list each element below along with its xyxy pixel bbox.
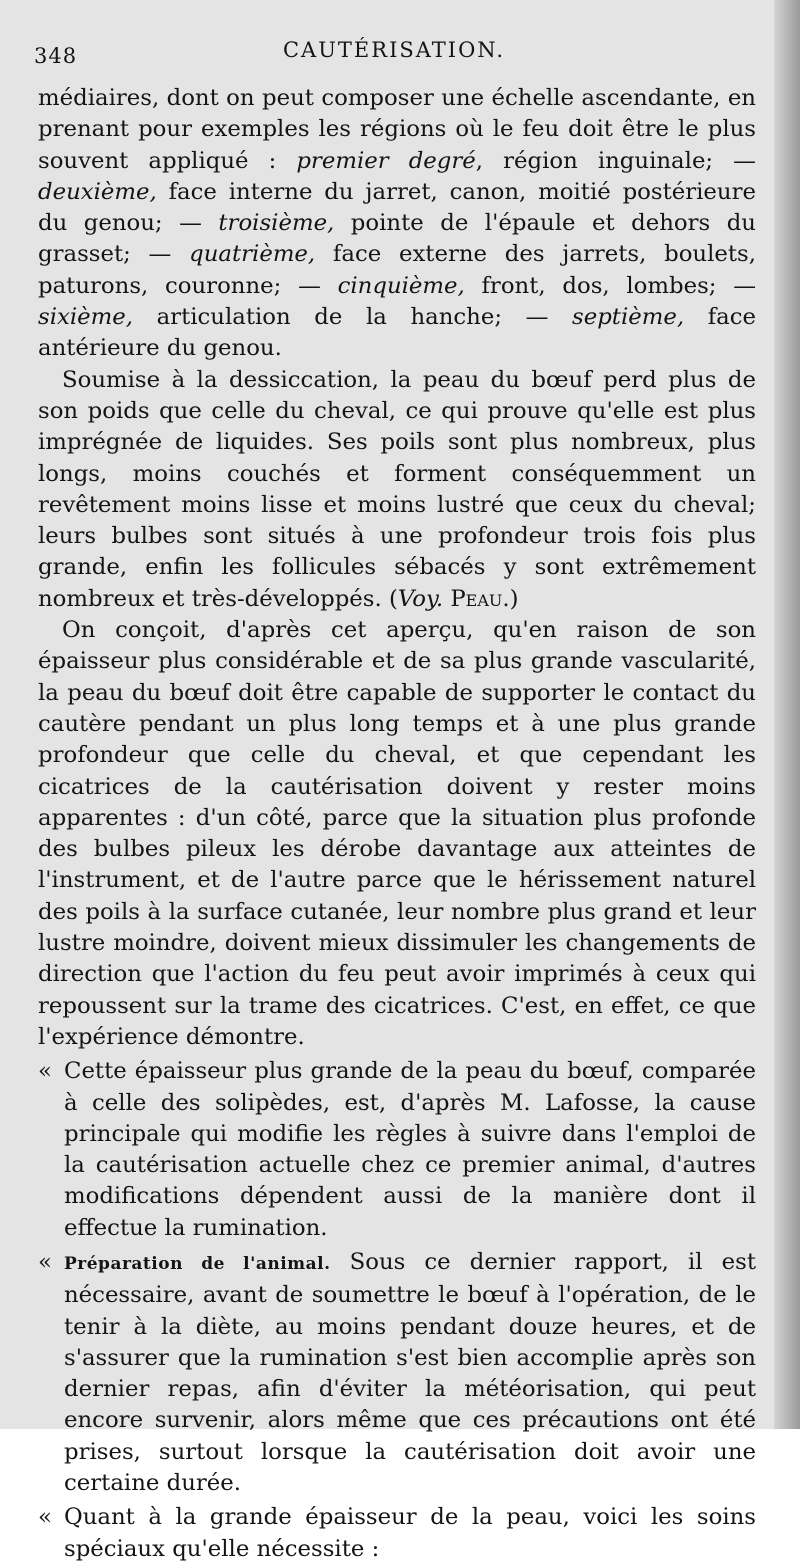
- italic-term: septième,: [572, 304, 685, 331]
- paragraph-quote-preparation: [38, 1247, 756, 1499]
- page-header: [34, 34, 754, 70]
- text-span: pointe de l'épaule et dehors du grasset; —: [38, 210, 756, 268]
- text-span: Quant à la grande épaisseur de la peau, voici les soins spéciaux qu'elle nécessite :: [64, 1504, 756, 1562]
- italic-term: deuxième,: [38, 178, 157, 205]
- text-span: Soumise à la dessiccation, la peau du bœuf perd plus de son poids que celle du cheval, ce qui prouve qu'elle est plus imprégnée de liquides. Ses poils sont plus nombreux, plus longs, moins couchés et forment conséquemment un revêtement moins lisse et moins lustré que ceux du cheval; leurs bulbes sont situés à une profondeur trois fois plus grande, enfin les follicules sébacés y sont extrêmement nombreux et très-développés. (: [38, 366, 756, 612]
- text-span: face antérieure du genou.: [38, 304, 756, 362]
- text-span: médiaires, dont on peut composer une échelle ascendante, en prenant pour exemples les régions où le feu doit être le plus souvent appliqué :: [38, 85, 756, 174]
- quote-mark-glyph: «: [38, 1248, 52, 1275]
- paragraph-quote-lafosse: [38, 1056, 756, 1244]
- text-span: face interne du jarret, canon, moitié postérieure du genou; —: [38, 178, 756, 237]
- quote-mark: [38, 1247, 52, 1278]
- page-spine-shadow: [774, 0, 800, 1429]
- text-span: front, dos, lombes; —: [464, 272, 756, 299]
- italic-term: sixième,: [38, 304, 133, 331]
- italic-term: cinquième,: [337, 272, 465, 299]
- italic-term: quatrième,: [189, 241, 316, 268]
- text-span: Cette épaisseur plus grande de la peau du bœuf, comparée à celle des solipèdes, est, d'après M. Lafosse, la cause principale qui modifie les règles à suivre dans l'emploi de la cautérisation actuelle chez ce premier animal, d'autres modifications dépendent aussi de la manière dont il effectue la rumination.: [64, 1058, 756, 1241]
- italic-term: troisième,: [218, 210, 335, 237]
- quote-mark-glyph: «: [38, 1504, 52, 1531]
- page-number: 348: [34, 44, 78, 68]
- quote-mark-glyph: «: [38, 1058, 52, 1085]
- paragraph-quote-epaisseur: [38, 1502, 756, 1565]
- italic-term: premier degré: [296, 147, 476, 174]
- running-title: CAUTÉRISATION.: [282, 38, 505, 62]
- section-heading-inline: Préparation de l'animal.: [64, 1253, 331, 1274]
- text-span: .): [502, 585, 519, 612]
- text-span: Sous ce dernier rapport, il est nécessaire, avant de soumettre le bœuf à l'opération, de le tenir à la diète, au moins pendant douze heures, et de s'assurer que la rumination s'est bien accomplie après son dernier repas, afin d'éviter la météorisation, qui peut encore survenir, alors même que ces précautions ont été prises, surtout lorsque la cautérisation doit avoir une certaine durée.: [64, 1248, 756, 1497]
- quote-mark: [38, 1502, 52, 1533]
- paragraph-dessiccation: [38, 365, 756, 615]
- page-body: [38, 83, 756, 1565]
- text-span: face externe des jarrets, boulets, paturons, couronne; —: [38, 241, 756, 299]
- italic-term: Voy.: [397, 585, 444, 612]
- quote-mark: [38, 1056, 52, 1087]
- text-span: articulation de la hanche; —: [132, 304, 573, 331]
- cross-reference: Peau: [450, 585, 503, 612]
- paragraph-apercu: [38, 615, 756, 1053]
- text-span: , région inguinale; —: [475, 147, 756, 174]
- paragraph-continuation: [38, 83, 756, 365]
- text-span: On conçoit, d'après cet aperçu, qu'en raison de son épaisseur plus considérable et de sa plus grande vascularité, la peau du bœuf doit être capable de supporter le contact du cautère pendant un plus long temps et à une plus grande profondeur que celle du cheval, et que cependant les cicatrices de la cautérisation doivent y rester moins apparentes : d'un côté, parce que la situation plus profonde des bulbes pileux les dérobe davantage aux atteintes de l'instrument, et de l'autre parce que le hérissement naturel des poils à la surface cutanée, leur nombre plus grand et leur lustre moindre, doivent mieux dissimuler les changements de direction que l'action du feu peut avoir imprimés à ceux qui repoussent sur la trame des cicatrices. C'est, en effet, ce que l'expérience démontre.: [38, 617, 756, 1050]
